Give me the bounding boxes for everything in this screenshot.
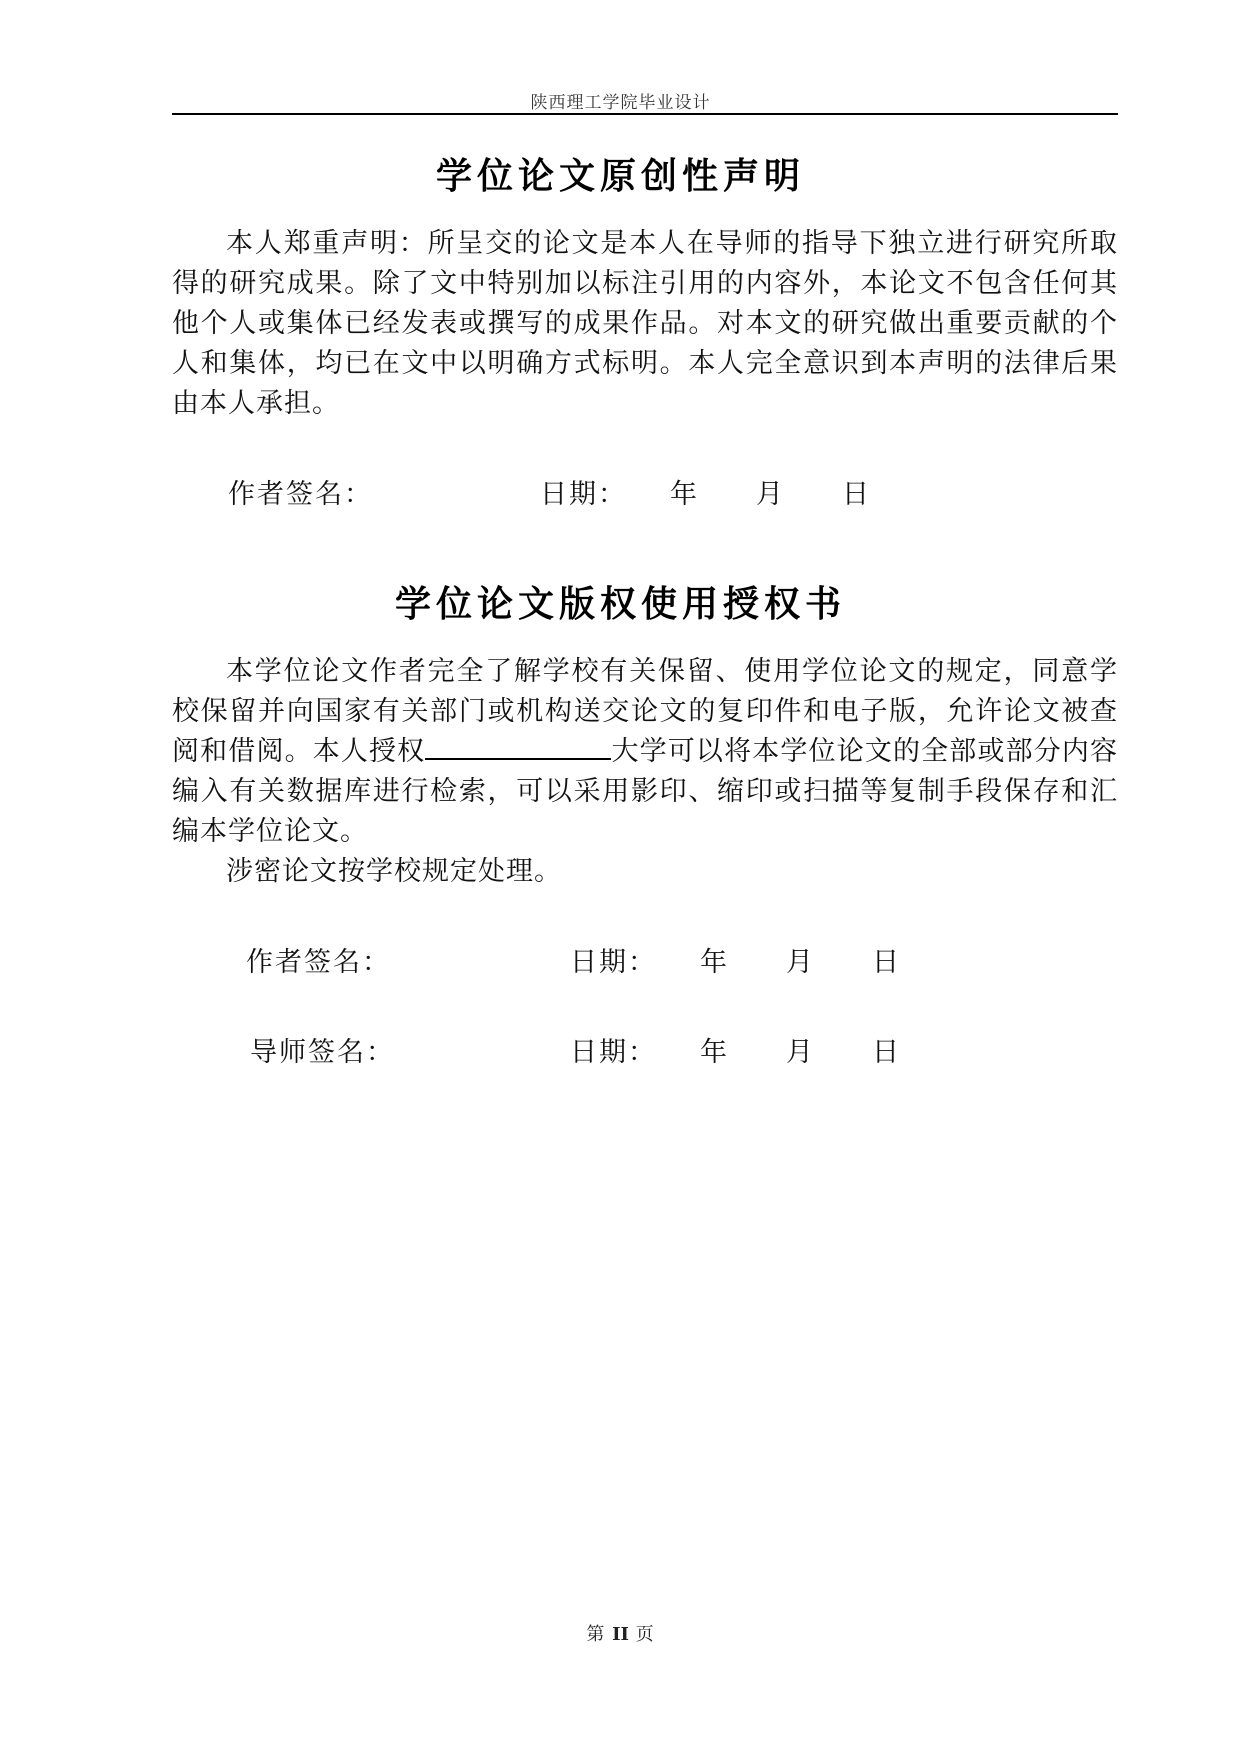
footer-prefix: 第	[586, 1624, 606, 1645]
declaration-title: 学位论文原创性声明	[435, 156, 805, 197]
declaration-author-sign-label: 作者签名：	[228, 479, 373, 510]
authorization-title: 学位论文版权使用授权书	[394, 584, 846, 625]
authorization-author-year-label: 年	[700, 947, 729, 978]
advisor-date-label: 日期：	[570, 1037, 657, 1068]
running-header: 陕西理工学院毕业设计	[530, 93, 711, 113]
advisor-sign-label: 导师签名：	[250, 1037, 395, 1068]
advisor-day-label: 日	[872, 1037, 901, 1068]
authorization-body-part2: 大学可以将本学位论文的全部或部分内容编入有关数据库进行检索，可以采用影印、缩印或扫描等复制手段保存和汇编本学位论文。	[172, 736, 1119, 847]
authorization-author-date-label: 日期：	[570, 947, 657, 978]
declaration-day-label: 日	[842, 479, 871, 510]
declaration-date-label: 日期：	[540, 479, 627, 510]
authorization-body	[172, 652, 1118, 852]
university-name-blank	[425, 734, 611, 760]
declaration-body: 本人郑重声明：所呈交的论文是本人在导师的指导下独立进行研究所取得的研究成果。除了文中特别加以标注引用的内容外，本论文不包含任何其他个人或集体已经发表或撰写的成果作品。对本文的研究做出重要贡献的个人和集体，均已在文中以明确方式标明。本人完全意识到本声明的法律后果由本人承担。	[172, 228, 1118, 419]
authorization-body-part1: 本学位论文作者完全了解学校有关保留、使用学位论文的规定，同意学校保留并向国家有关部门或机构送交论文的复印件和电子版，允许论文被查阅和借阅。本人授权	[172, 656, 1118, 767]
advisor-year-label: 年	[700, 1037, 729, 1068]
page-footer	[0, 1620, 1241, 1646]
advisor-month-label: 月	[786, 1037, 815, 1068]
authorization-author-month-label: 月	[786, 947, 815, 978]
authorization-author-sign-label: 作者签名：	[246, 947, 391, 978]
declaration-month-label: 月	[756, 479, 785, 510]
header-rule	[172, 113, 1118, 115]
page-number: II	[612, 1624, 629, 1645]
declaration-year-label: 年	[670, 479, 699, 510]
footer-suffix: 页	[635, 1624, 655, 1645]
secret-note: 涉密论文按学校规定处理。	[226, 856, 562, 887]
authorization-author-day-label: 日	[872, 947, 901, 978]
